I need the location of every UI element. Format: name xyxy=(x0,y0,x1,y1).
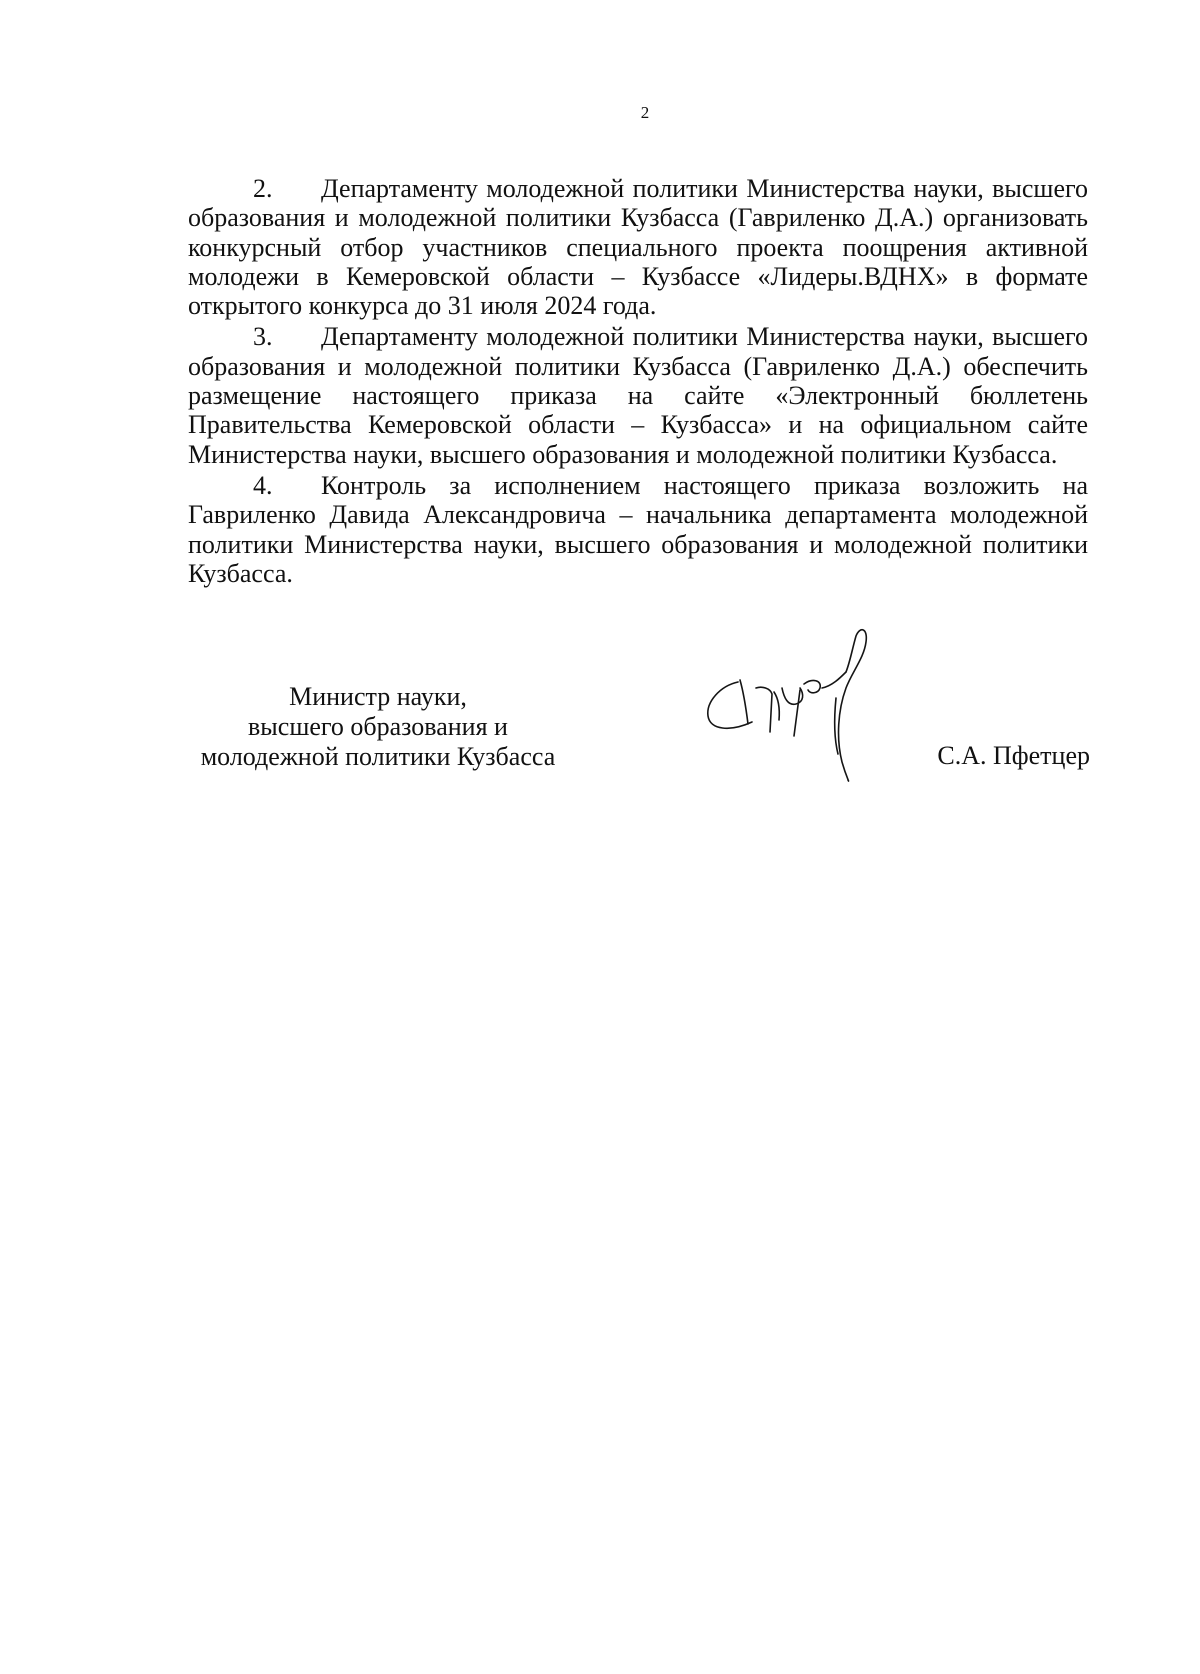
paragraph-item-3 xyxy=(188,322,1088,468)
paragraph-text: Контроль за исполнением настоящего приказа возложить на Гавриленко Давида Александровича – начальника департамента молодежной политики Министерства науки, высшего образования и молодежной политики Кузбасса. xyxy=(188,470,1088,588)
signatory-title-line: Министр науки, xyxy=(289,682,467,711)
handwritten-signature-icon xyxy=(700,628,940,828)
paragraph-item-2 xyxy=(188,174,1088,320)
signatory-name: С.А. Пфетцер xyxy=(937,741,1090,770)
paragraph-item-4 xyxy=(188,471,1088,588)
signatory-title-line: высшего образования и xyxy=(248,712,508,741)
paragraph-number: 3. xyxy=(253,322,273,352)
page-number: 2 xyxy=(640,103,650,122)
paragraph-number: 2. xyxy=(253,174,273,203)
paragraph-number: 4. xyxy=(253,470,273,500)
document-body xyxy=(188,174,1088,590)
paragraph-text: Департаменту молодежной политики Министерства науки, высшего образования и молодежной политики Кузбасса (Гавриленко Д.А.) организовать конкурсный отбор участников специального проекта поощрения активной молодежи в Кемеровской области – Кузбассе «Лидеры.ВДНХ» в формате открытого конкурса до 31 июля 2024 года. xyxy=(188,174,1088,321)
paragraph-text: Департаменту молодежной политики Министерства науки, высшего образования и молодежной политики Кузбасса (Гавриленко Д.А.) обеспечить размещение настоящего приказа на сайте «Электронный бюллетень Правительства Кемеровской области – Кузбасса» и на официальном сайте Министерства науки, высшего образования и молодежной политики Кузбасса. xyxy=(188,322,1088,469)
signatory-title xyxy=(188,682,568,772)
signatory-title-line: молодежной политики Кузбасса xyxy=(200,742,556,771)
